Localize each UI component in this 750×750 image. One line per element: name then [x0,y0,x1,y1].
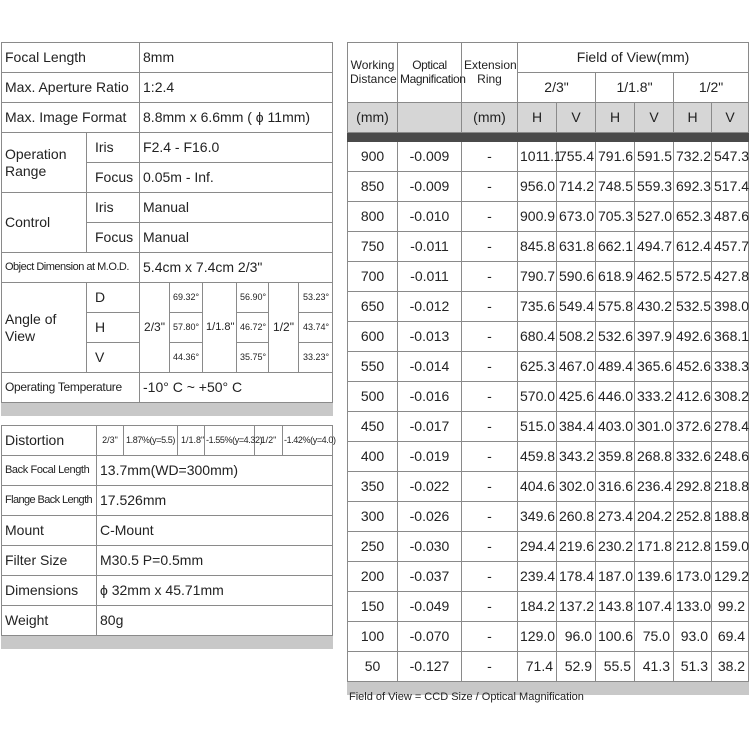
fov-1-2-h-cell: 93.0 [674,622,712,652]
fov-2-3-v-cell: 508.2 [557,322,596,352]
fov-1-1-8-v-cell: 171.8 [635,532,674,562]
fov-1-2-v-cell: 547.3 [712,142,749,172]
fov-1-2-v-cell: 457.7 [712,232,749,262]
row-dimensions [2,576,333,606]
optical-magnification-cell: -0.011 [398,232,462,262]
row-back-focal-length [2,456,333,486]
fov-1-2-v-cell: 99.2 [712,592,749,622]
table-row [348,352,749,382]
control-iris-value: Manual [140,193,333,223]
extension-ring-cell: - [462,232,518,262]
max-aperture-label: Max. Aperture Ratio [2,73,140,103]
mount-label: Mount [2,516,97,546]
fov-1-2-h-cell: 692.3 [674,172,712,202]
working-distance-cell: 850 [348,172,398,202]
fov-format-2-3: 2/3" [518,73,596,103]
table-row [348,532,749,562]
fov-1-1-8-h-cell: 532.6 [596,322,635,352]
row-object-dimension [2,253,333,283]
working-distance-cell: 200 [348,562,398,592]
fov-1-1-8-v-cell: 397.9 [635,322,674,352]
operation-focus-value: 0.05m - Inf. [140,163,333,193]
fov-2-3-v-cell: 549.4 [557,292,596,322]
aov-row-v: V [87,343,140,373]
fov-1-1-8-v-cell: 462.5 [635,262,674,292]
fov-1-2-v-cell: 248.6 [712,442,749,472]
optical-magnification-header: Optical Magnification [398,43,462,103]
fov-1-1-8-v-cell: 527.0 [635,202,674,232]
optical-magnification-cell: -0.009 [398,172,462,202]
fov-1-2-h-header: H [674,103,712,133]
working-distance-cell: 400 [348,442,398,472]
working-distance-cell: 250 [348,532,398,562]
fov-1-1-8-h-cell: 446.0 [596,382,635,412]
optical-magnification-cell: -0.026 [398,502,462,532]
distortion-format-1: 2/3" [97,426,124,456]
fov-1-1-8-h-cell: 316.6 [596,472,635,502]
optical-magnification-cell: -0.037 [398,562,462,592]
extension-ring-cell: - [462,262,518,292]
fov-1-1-8-h-cell: 662.1 [596,232,635,262]
fov-2-3-h-cell: 459.8 [518,442,557,472]
fov-2-3-h-cell: 625.3 [518,352,557,382]
distortion-value-1: 1.87%(y=5.5) [124,426,178,456]
operation-focus-label: Focus [87,163,140,193]
extension-ring-cell: - [462,322,518,352]
working-distance-cell: 50 [348,652,398,682]
fov-1-2-h-cell: 252.8 [674,502,712,532]
fov-2-3-v-cell: 96.0 [557,622,596,652]
table-row [348,472,749,502]
aov-1-1-8-v: 35.75° [237,343,269,373]
fov-1-2-v-cell: 338.3 [712,352,749,382]
fov-1-1-8-h-cell: 403.0 [596,412,635,442]
fov-1-2-h-cell: 572.5 [674,262,712,292]
fov-1-2-v-header: V [712,103,749,133]
fov-1-1-8-v-cell: 494.7 [635,232,674,262]
row-weight [2,606,333,636]
fov-format-1-1-8: 1/1.8" [596,73,674,103]
max-aperture-value: 1:2.4 [140,73,333,103]
fov-1-2-h-cell: 612.4 [674,232,712,262]
aov-2-3-v: 44.36° [170,343,203,373]
extension-ring-cell: - [462,142,518,172]
row-mount [2,516,333,546]
optical-magnification-cell: -0.011 [398,262,462,292]
fov-2-3-v-cell: 384.4 [557,412,596,442]
fov-2-3-h-header: H [518,103,557,133]
dimensions-value: ϕ 32mm x 45.71mm [97,576,333,606]
aov-1-2-d: 53.23° [299,283,333,313]
optical-magnification-cell: -0.013 [398,322,462,352]
fov-2-3-v-cell: 178.4 [557,562,596,592]
extension-ring-cell: - [462,562,518,592]
fov-1-2-h-cell: 452.6 [674,352,712,382]
fov-2-3-v-cell: 260.8 [557,502,596,532]
fov-1-1-8-h-cell: 359.8 [596,442,635,472]
optical-magnification-cell: -0.022 [398,472,462,502]
aov-2-3-d: 69.32° [170,283,203,313]
fov-2-3-h-cell: 184.2 [518,592,557,622]
fov-1-1-8-h-cell: 705.3 [596,202,635,232]
extension-ring-cell: - [462,352,518,382]
row-max-image-format [2,103,333,133]
fov-1-1-8-h-cell: 489.4 [596,352,635,382]
working-distance-cell: 900 [348,142,398,172]
extension-ring-cell: - [462,202,518,232]
field-of-view-header: Field of View(mm) [518,43,749,73]
operating-temperature-value: -10° C ~ +50° C [140,373,333,403]
fov-2-3-v-cell: 343.2 [557,442,596,472]
optical-magnification-cell: -0.030 [398,532,462,562]
working-distance-unit: (mm) [348,103,398,133]
fov-2-3-v-cell: 755.4 [557,142,596,172]
fov-1-1-8-h-header: H [596,103,635,133]
row-distortion [2,426,333,456]
optical-magnification-cell: -0.010 [398,202,462,232]
fov-1-2-v-cell: 517.4 [712,172,749,202]
fov-2-3-v-cell: 52.9 [557,652,596,682]
distortion-value-2: -1.55%(y=4.32) [205,426,255,456]
back-focal-length-value: 13.7mm(WD=300mm) [97,456,333,486]
working-distance-cell: 350 [348,472,398,502]
fov-2-3-h-cell: 956.0 [518,172,557,202]
working-distance-cell: 100 [348,622,398,652]
working-distance-cell: 700 [348,262,398,292]
spec-table-main [1,42,333,416]
fov-2-3-v-header: V [557,103,596,133]
working-distance-cell: 550 [348,352,398,382]
table-row [348,622,749,652]
focal-length-value: 8mm [140,43,333,73]
row-flange-back-length [2,486,333,516]
control-label: Control [2,193,87,253]
extension-ring-cell: - [462,622,518,652]
fov-2-3-h-cell: 129.0 [518,622,557,652]
optical-magnification-cell: -0.014 [398,352,462,382]
fov-1-1-8-v-header: V [635,103,674,133]
fov-1-2-v-cell: 69.4 [712,622,749,652]
flange-back-length-label: Flange Back Length [2,486,97,516]
fov-2-3-h-cell: 570.0 [518,382,557,412]
fov-1-2-v-cell: 218.8 [712,472,749,502]
fov-2-3-v-cell: 137.2 [557,592,596,622]
operating-temperature-label: Operating Temperature [2,373,140,403]
optical-magnification-cell: -0.012 [398,292,462,322]
extension-ring-cell: - [462,532,518,562]
table-row [348,592,749,622]
extension-ring-cell: - [462,292,518,322]
fov-2-3-v-cell: 631.8 [557,232,596,262]
operation-iris-value: F2.4 - F16.0 [140,133,333,163]
flange-back-length-value: 17.526mm [97,486,333,516]
fov-2-3-h-cell: 900.9 [518,202,557,232]
distortion-format-2: 1/1.8" [178,426,205,456]
fov-2-3-h-cell: 680.4 [518,322,557,352]
weight-label: Weight [2,606,97,636]
fov-table-body [348,142,749,682]
aov-1-2-h: 43.74° [299,313,333,343]
fov-2-3-h-cell: 735.6 [518,292,557,322]
filter-size-label: Filter Size [2,546,97,576]
fov-1-2-h-cell: 292.8 [674,472,712,502]
working-distance-cell: 150 [348,592,398,622]
fov-2-3-v-cell: 673.0 [557,202,596,232]
operation-iris-label: Iris [87,133,140,163]
extension-ring-cell: - [462,502,518,532]
row-operating-temperature [2,373,333,403]
extension-ring-cell: - [462,172,518,202]
working-distance-cell: 450 [348,412,398,442]
aov-2-3-h: 57.80° [170,313,203,343]
row-operation-range-iris [2,133,333,163]
fov-1-1-8-v-cell: 301.0 [635,412,674,442]
max-image-format-label: Max. Image Format [2,103,140,133]
distortion-value-3: -1.42%(y=4.0) [283,426,333,456]
back-focal-length-label: Back Focal Length [2,456,97,486]
extension-ring-cell: - [462,412,518,442]
fov-2-3-h-cell: 515.0 [518,412,557,442]
operation-range-label: Operation Range [2,133,87,193]
table-row [348,292,749,322]
focal-length-label: Focal Length [2,43,140,73]
table-row [348,262,749,292]
table-row [348,232,749,262]
row-focal-length [2,43,333,73]
extension-ring-cell: - [462,382,518,412]
footnote: Field of View = CCD Size / Optical Magnification [349,691,584,703]
control-iris-label: Iris [87,193,140,223]
fov-1-1-8-v-cell: 236.4 [635,472,674,502]
fov-2-3-v-cell: 467.0 [557,352,596,382]
table-row [348,652,749,682]
table-row [348,562,749,592]
fov-1-2-v-cell: 129.2 [712,562,749,592]
table-row [348,322,749,352]
fov-2-3-h-cell: 404.6 [518,472,557,502]
fov-1-1-8-v-cell: 204.2 [635,502,674,532]
weight-value: 80g [97,606,333,636]
extension-ring-cell: - [462,442,518,472]
fov-2-3-h-cell: 790.7 [518,262,557,292]
fov-1-2-h-cell: 173.0 [674,562,712,592]
optical-magnification-unit [398,103,462,133]
optical-magnification-cell: -0.127 [398,652,462,682]
fov-1-2-v-cell: 278.4 [712,412,749,442]
fov-1-1-8-h-cell: 791.6 [596,142,635,172]
table-row [348,412,749,442]
fov-2-3-h-cell: 349.6 [518,502,557,532]
fov-1-2-h-cell: 51.3 [674,652,712,682]
working-distance-cell: 650 [348,292,398,322]
fov-1-2-v-cell: 159.0 [712,532,749,562]
table-row [348,382,749,412]
distortion-label: Distortion [2,426,97,456]
row-max-aperture [2,73,333,103]
fov-2-3-v-cell: 590.6 [557,262,596,292]
spec-table-main-footer-bar [2,403,333,416]
fov-1-1-8-v-cell: 333.2 [635,382,674,412]
working-distance-cell: 300 [348,502,398,532]
fov-1-2-h-cell: 412.6 [674,382,712,412]
aov-row-h: H [87,313,140,343]
control-focus-label: Focus [87,223,140,253]
max-image-format-value: 8.8mm x 6.6mm ( ϕ 11mm) [140,103,333,133]
spec-table-secondary-footer-bar [2,636,333,649]
optical-magnification-cell: -0.049 [398,592,462,622]
fov-1-1-8-v-cell: 591.5 [635,142,674,172]
table-row [348,442,749,472]
fov-1-1-8-h-cell: 230.2 [596,532,635,562]
fov-1-2-h-cell: 133.0 [674,592,712,622]
aov-format-1-2: 1/2" [269,283,299,373]
fov-1-2-v-cell: 38.2 [712,652,749,682]
optical-magnification-cell: -0.019 [398,442,462,472]
fov-1-2-v-cell: 188.8 [712,502,749,532]
fov-2-3-v-cell: 714.2 [557,172,596,202]
table-row [348,142,749,172]
fov-header-divider [348,133,749,142]
working-distance-cell: 800 [348,202,398,232]
fov-2-3-h-cell: 71.4 [518,652,557,682]
mount-value: C-Mount [97,516,333,546]
fov-1-2-v-cell: 308.2 [712,382,749,412]
fov-1-2-v-cell: 368.1 [712,322,749,352]
fov-1-2-h-cell: 532.5 [674,292,712,322]
aov-1-2-v: 33.23° [299,343,333,373]
fov-2-3-v-cell: 425.6 [557,382,596,412]
extension-ring-cell: - [462,652,518,682]
dimensions-label: Dimensions [2,576,97,606]
working-distance-cell: 600 [348,322,398,352]
optical-magnification-cell: -0.016 [398,382,462,412]
fov-1-1-8-h-cell: 143.8 [596,592,635,622]
control-focus-value: Manual [140,223,333,253]
fov-1-2-h-cell: 492.6 [674,322,712,352]
fov-1-1-8-h-cell: 100.6 [596,622,635,652]
row-control-iris [2,193,333,223]
filter-size-value: M30.5 P=0.5mm [97,546,333,576]
fov-2-3-h-cell: 294.4 [518,532,557,562]
fov-2-3-h-cell: 239.4 [518,562,557,592]
row-filter-size [2,546,333,576]
working-distance-cell: 500 [348,382,398,412]
distortion-format-3: 1/2" [255,426,283,456]
row-angle-of-view-d [2,283,333,313]
fov-2-3-v-cell: 302.0 [557,472,596,502]
fov-1-1-8-h-cell: 273.4 [596,502,635,532]
extension-ring-unit: (mm) [462,103,518,133]
aov-format-1-1-8: 1/1.8" [203,283,237,373]
fov-unit-row [348,103,749,133]
fov-1-1-8-v-cell: 41.3 [635,652,674,682]
extension-ring-cell: - [462,472,518,502]
fov-2-3-h-cell: 845.8 [518,232,557,262]
angle-of-view-label: Angle of View [2,283,87,373]
fov-1-1-8-v-cell: 107.4 [635,592,674,622]
working-distance-cell: 750 [348,232,398,262]
aov-1-1-8-d: 56.90° [237,283,269,313]
fov-1-1-8-h-cell: 748.5 [596,172,635,202]
fov-1-2-h-cell: 652.3 [674,202,712,232]
fov-1-1-8-h-cell: 55.5 [596,652,635,682]
fov-1-1-8-h-cell: 187.0 [596,562,635,592]
working-distance-header: Working Distance [348,43,398,103]
optical-magnification-cell: -0.070 [398,622,462,652]
fov-1-1-8-h-cell: 575.8 [596,292,635,322]
fov-header-row-1 [348,43,749,73]
fov-1-2-h-cell: 212.8 [674,532,712,562]
object-dimension-value: 5.4cm x 7.4cm 2/3" [140,253,333,283]
spec-table-secondary [1,425,336,649]
optical-magnification-cell: -0.009 [398,142,462,172]
object-dimension-label: Object Dimension at M.O.D. [2,253,140,283]
aov-format-2-3: 2/3" [140,283,170,373]
optical-magnification-cell: -0.017 [398,412,462,442]
fov-2-3-v-cell: 219.6 [557,532,596,562]
fov-1-1-8-v-cell: 268.8 [635,442,674,472]
fov-2-3-h-cell: 1011.1 [518,142,557,172]
fov-1-2-v-cell: 427.8 [712,262,749,292]
fov-1-2-v-cell: 398.0 [712,292,749,322]
aov-row-d: D [87,283,140,313]
aov-1-1-8-h: 46.72° [237,313,269,343]
extension-ring-header: Extension Ring [462,43,518,103]
fov-1-2-h-cell: 732.2 [674,142,712,172]
fov-1-1-8-v-cell: 559.3 [635,172,674,202]
extension-ring-cell: - [462,592,518,622]
fov-1-2-h-cell: 332.6 [674,442,712,472]
fov-1-1-8-v-cell: 430.2 [635,292,674,322]
table-row [348,202,749,232]
fov-1-1-8-v-cell: 365.6 [635,352,674,382]
table-row [348,172,749,202]
field-of-view-table [347,42,749,695]
table-row [348,502,749,532]
fov-1-1-8-h-cell: 618.9 [596,262,635,292]
fov-format-1-2: 1/2" [674,73,749,103]
fov-1-2-v-cell: 487.6 [712,202,749,232]
fov-1-1-8-v-cell: 75.0 [635,622,674,652]
fov-1-1-8-v-cell: 139.6 [635,562,674,592]
fov-1-2-h-cell: 372.6 [674,412,712,442]
